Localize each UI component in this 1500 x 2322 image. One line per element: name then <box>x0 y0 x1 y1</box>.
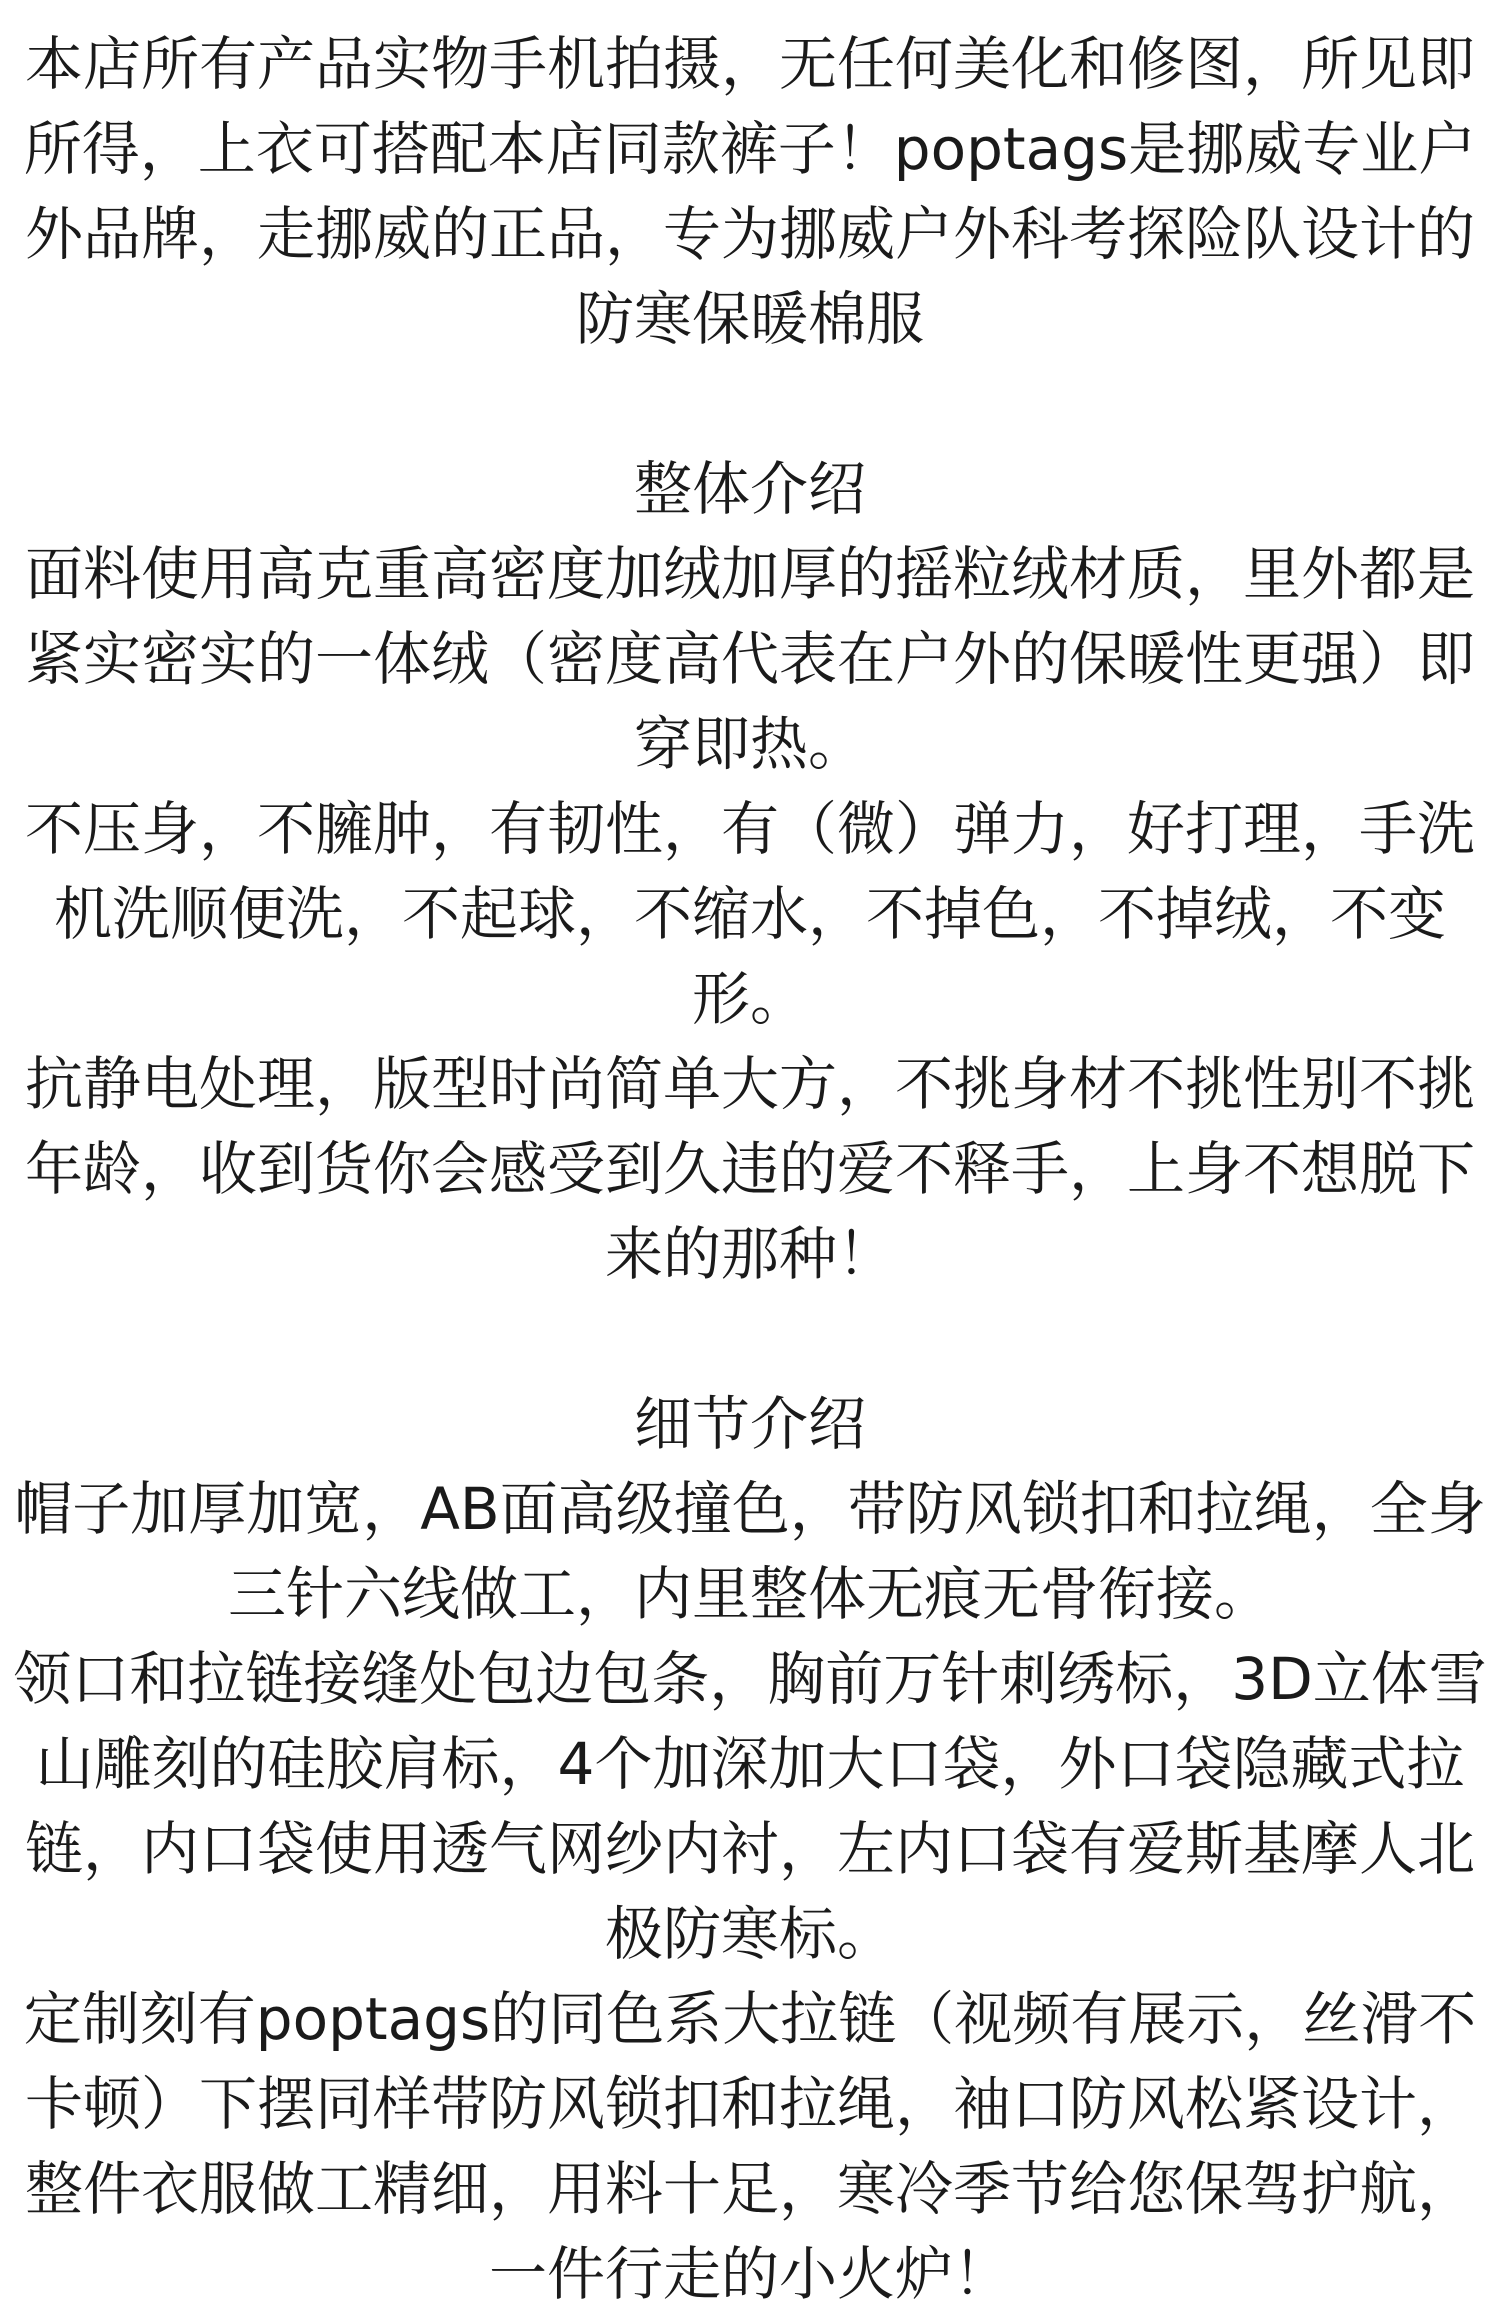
details-paragraph-1: 帽子加厚加宽，AB面高级撞色，带防风锁扣和拉绳，全身三针六线做工，内里整体无痕无骨衔接。 <box>14 1475 1486 1628</box>
overall-paragraph-2: 不压身，不臃肿，有韧性，有（微）弹力，好打理，手洗机洗顺便洗，不起球，不缩水，不掉色，不掉绒，不变形。 <box>24 795 1475 1033</box>
overall-paragraph-1: 面料使用高克重高密度加绒加厚的摇粒绒材质，里外都是紧实密实的一体绒（密度高代表在户外的保暖性更强）即穿即热。 <box>24 540 1475 778</box>
details-paragraph-2: 领口和拉链接缝处包边包条，胸前万针刺绣标，3D立体雪山雕刻的硅胶肩标，4个加深加大口袋，外口袋隐藏式拉链，内口袋使用透气网纱内衬，左内口袋有爱斯基摩人北极防寒标。 <box>13 1645 1487 1968</box>
details-heading: 细节介绍 <box>633 1390 866 1458</box>
spacer <box>12 1297 1488 1382</box>
intro-paragraph: 本店所有产品实物手机拍摄，无任何美化和修图，所见即所得，上衣可搭配本店同款裤子！poptags是挪威专业户外品牌，走挪威的正品，专为挪威户外科考探险队设计的防寒保暖棉服 <box>23 30 1477 353</box>
details-paragraph-3: 定制刻有poptags的同色系大拉链（视频有展示，丝滑不卡顿）下摆同样带防风锁扣和拉绳，袖口防风松紧设计，整件衣服做工精细，用料十足，寒冷季节给您保驾护航，一件行走的小火炉！ <box>23 1985 1477 2308</box>
overall-paragraph-3: 抗静电处理，版型时尚简单大方，不挑身材不挑性别不挑年龄，收到货你会感受到久违的爱不释手，上身不想脱下来的那种！ <box>24 1050 1475 1288</box>
overall-heading: 整体介绍 <box>633 455 866 523</box>
spacer <box>12 362 1488 447</box>
